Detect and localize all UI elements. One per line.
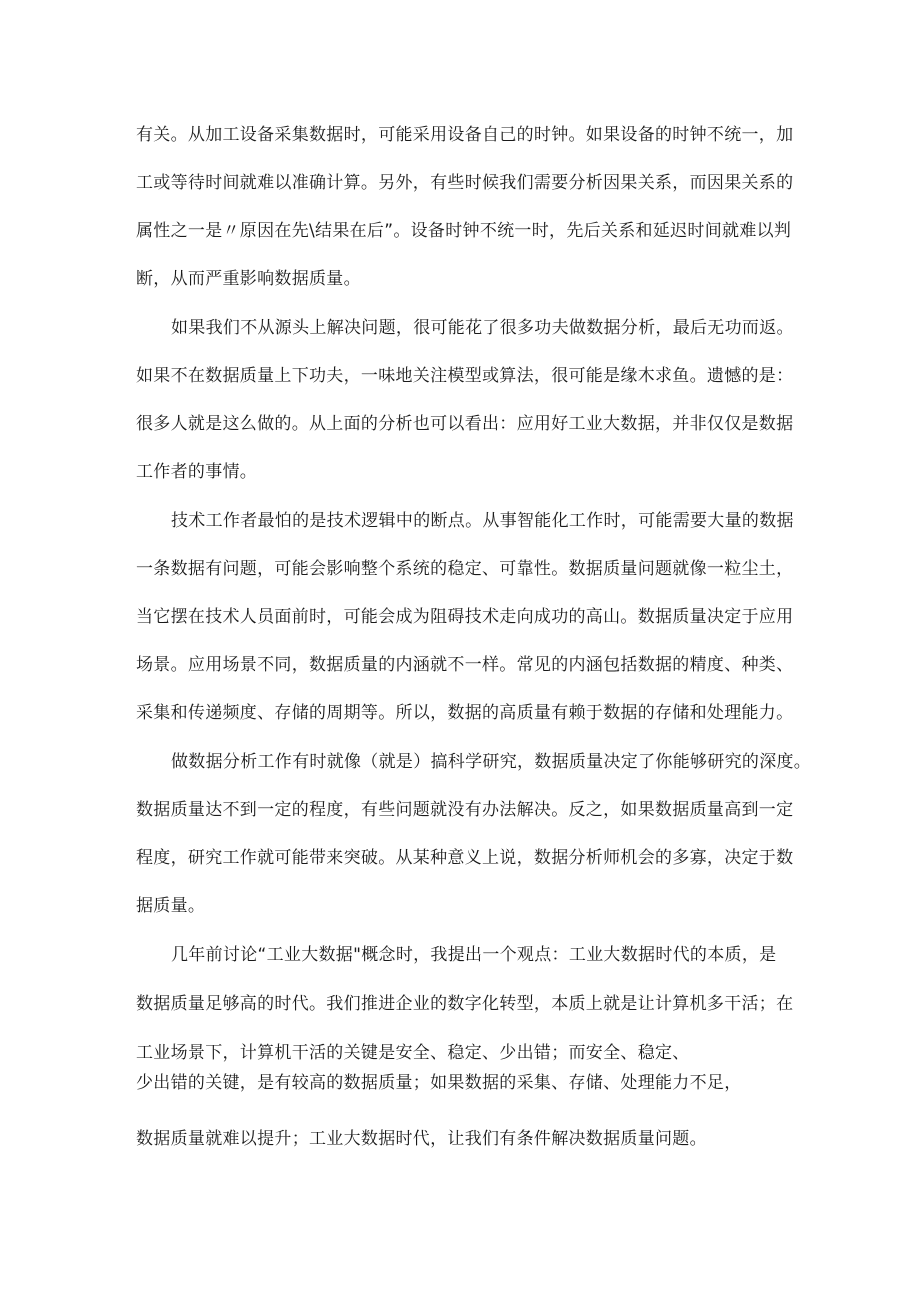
text-line: 当它摆在技术人员面前时，可能会成为阻碍技术走向成功的高山。数据质量决定于应用 bbox=[136, 607, 794, 627]
text-line: 据质量。 bbox=[136, 896, 206, 916]
text-line: 有关。从加工设备采集数据时，可能采用设备自己的时钟。如果设备的时钟不统一，加 bbox=[136, 125, 794, 145]
text-line: 如果不在数据质量上下功夫，一味地关注模型或算法，很可能是缘木求鱼。遗憾的是： bbox=[136, 366, 794, 386]
text-line: 几年前讨论“工业大数据"概念时，我提出一个观点：工业大数据时代的本质，是 bbox=[171, 945, 777, 965]
text-line: 属性之一是〃原因在先\结果在后”。设备时钟不统一时，先后关系和延迟时间就难以判 bbox=[136, 221, 792, 241]
text-line: 数据质量达不到一定的程度，有些问题就没有办法解决。反之，如果数据质量高到一定 bbox=[136, 800, 794, 820]
text-line: 工或等待时间就难以准确计算。另外，有些时候我们需要分析因果关系，而因果关系的 bbox=[136, 173, 794, 193]
text-line: 如果我们不从源头上解决问题，很可能花了很多功夫做数据分析，最后无功而返。 bbox=[171, 318, 794, 338]
text-line: 程度，研究工作就可能带来突破。从某种意义上说，数据分析师机会的多寡，决定于数 bbox=[136, 848, 794, 868]
text-line: 采集和传递频度、存储的周期等。所以，数据的高质量有赖于数据的存储和处理能力。 bbox=[136, 703, 794, 723]
text-line: 数据质量足够高的时代。我们推进企业的数字化转型，本质上就是让计算机多干活；在 bbox=[136, 994, 794, 1014]
text-line: 技术工作者最怕的是技术逻辑中的断点。从事智能化工作时，可能需要大量的数据 bbox=[171, 511, 794, 531]
text-line: 断，从而严重影响数据质量。 bbox=[136, 269, 361, 289]
text-line: 数据质量就难以提升；工业大数据时代，让我们有条件解决数据质量问题。 bbox=[136, 1129, 707, 1149]
text-line: 做数据分析工作有时就像（就是）搞科学研究，数据质量决定了你能够研究的深度。 bbox=[171, 752, 812, 772]
text-line: 场景。应用场景不同，数据质量的内涵就不一样。常见的内涵包括数据的精度、种类、 bbox=[136, 655, 794, 675]
text-line: 工作者的事情。 bbox=[136, 462, 258, 482]
text-line: 少出错的关键，是有较高的数据质量；如果数据的采集、存储、处理能力不足， bbox=[136, 1073, 742, 1093]
text-line: 很多人就是这么做的。从上面的分析也可以看出：应用好工业大数据，并非仅仅是数据 bbox=[136, 414, 794, 434]
text-line: 工业场景下，计算机干活的关键是安全、稳定、少出错；而安全、稳定、 bbox=[136, 1043, 690, 1063]
text-line: 一条数据有问题，可能会影响整个系统的稳定、可靠性。数据质量问题就像一粒尘土， bbox=[136, 559, 794, 579]
